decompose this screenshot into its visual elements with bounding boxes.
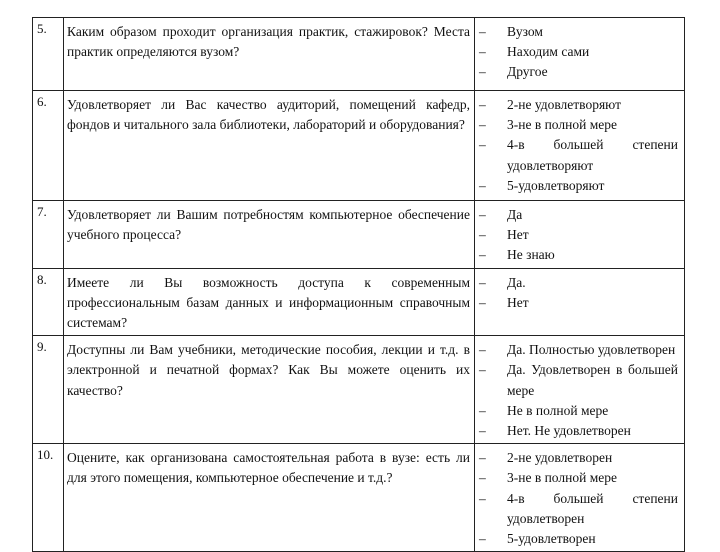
dash-marker: – [479,531,486,547]
list-item: – 3-не в полной мере [477,468,678,488]
dash-marker: – [479,64,486,80]
list-item: – Не в полной мере [477,401,678,421]
table-row [33,444,685,552]
questionnaire-document [32,17,684,552]
list-item: – 3-не в полной мере [477,115,678,135]
list-item: – Другое [477,62,678,82]
dash-marker: – [479,117,486,133]
table-row [33,18,685,91]
dash-marker: – [479,402,486,418]
question-number: 5. [33,18,64,91]
dash-marker: – [479,97,486,112]
table-row [33,268,685,336]
answer-options [475,336,685,444]
question-number: 7. [33,201,64,269]
dash-marker: – [479,362,486,378]
dash-marker: – [479,207,486,222]
table-row [33,336,685,444]
dash-marker: – [479,450,486,466]
answer-options [475,91,685,201]
table-row [33,91,685,201]
answer-options [475,268,685,336]
list-item: – Вузом [477,22,678,42]
list-item: – 5-удовлетворен [477,529,678,549]
dash-marker: – [479,274,486,290]
dash-marker: – [479,227,486,243]
dash-marker: – [479,24,486,39]
list-item: – 2-не удовлетворен [477,448,678,468]
dash-marker: – [479,177,486,193]
list-item: – Да [477,205,678,225]
list-item: – Нет. Не удовлетворен [477,421,678,441]
dash-marker: – [479,342,486,358]
answer-options [475,18,685,91]
answer-options [475,444,685,552]
question-number: 8. [33,268,64,336]
dash-marker: – [479,470,486,486]
list-item: – Да. [477,273,678,293]
list-item: – 4-в большей степени удовлетворяют [477,135,678,175]
question-number: 9. [33,336,64,444]
question-text: Каким образом проходит организация практик, стажировок? Места практик определяются вузом? [64,18,475,91]
question-text: Удовлетворяет ли Вашим потребностям компьютерное обеспечение учебного процесса? [64,201,475,269]
dash-marker: – [479,490,486,506]
list-item: – 2-не удовлетворяют [477,95,678,115]
question-number: 6. [33,91,64,201]
list-item: – Нет [477,293,678,313]
list-item: – 4-в большей степени удовлетворен [477,489,678,529]
dash-marker: – [479,247,486,263]
list-item: – Да. Полностью удовлетворен [477,340,678,360]
dash-marker: – [479,294,486,310]
list-item: – Не знаю [477,245,678,265]
dash-marker: – [479,423,486,439]
questionnaire-table [32,17,685,552]
list-item: – Да. Удовлетворен в большей мере [477,360,678,400]
table-row [33,201,685,269]
question-text: Удовлетворяет ли Вас качество аудиторий, помещений кафедр, фондов и читального зала библиотеки, лабораторий и оборудования? [64,91,475,201]
dash-marker: – [479,44,486,60]
question-text: Оцените, как организована самостоятельная работа в вузе: есть ли для этого помещения, компьютерное обеспечение и т.д.? [64,444,475,552]
list-item: – Находим сами [477,42,678,62]
question-number: 10. [33,444,64,552]
question-text: Доступны ли Вам учебники, методические пособия, лекции и т.д. в электронной и печатной формах? Как Вы можете оценить их качество? [64,336,475,444]
answer-options [475,201,685,269]
question-text: Имеете ли Вы возможность доступа к современным профессиональным базам данных и информационным справочным системам? [64,268,475,336]
dash-marker: – [479,137,486,153]
list-item: – Нет [477,225,678,245]
list-item: – 5-удовлетворяют [477,176,678,196]
